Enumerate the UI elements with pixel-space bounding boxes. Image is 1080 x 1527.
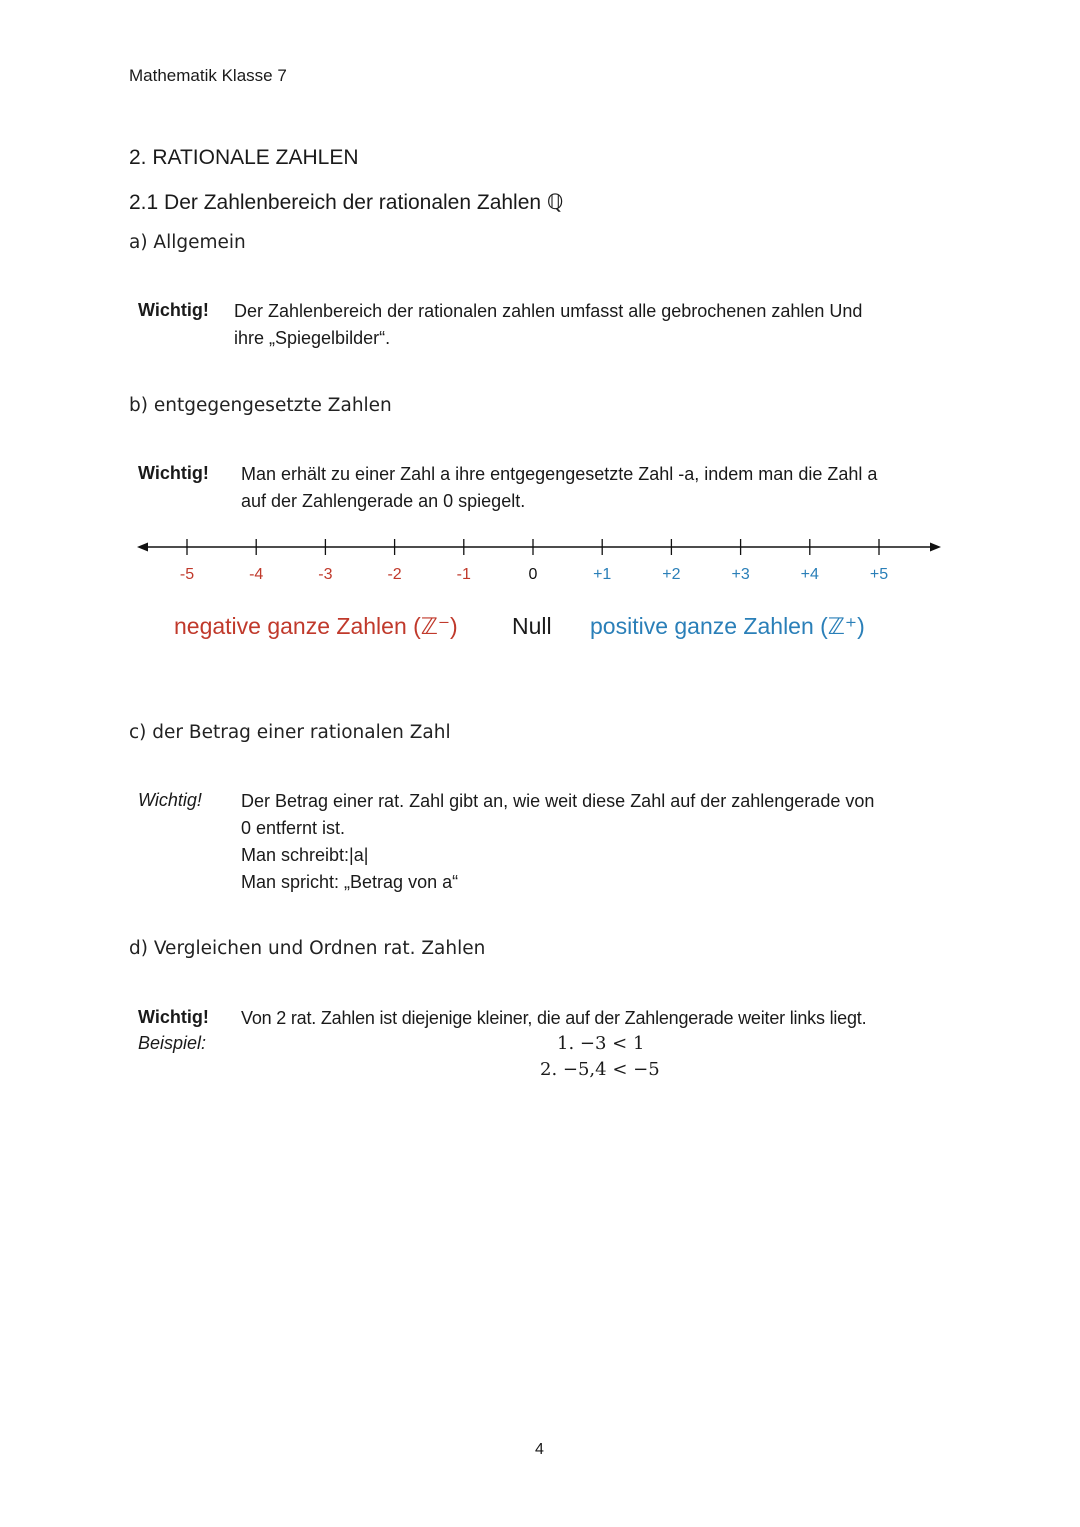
subsection-c-title: c) der Betrag einer rationalen Zahl [129,722,451,743]
subsection-a-title: a) Allgemein [129,232,246,253]
example-item: 1. −3 < 1 [557,1033,645,1054]
important-label-d: Wichtig! [138,1007,209,1027]
number-line-tick-label: -2 [387,566,402,583]
positive-integers-label: positive ganze Zahlen (ℤ⁺) [590,613,865,639]
number-line-tick-label: -3 [318,566,333,583]
subsection-d-title: d) Vergleichen und Ordnen rat. Zahlen [129,938,486,959]
text-line: Der Zahlenbereich der rationalen zahlen umfasst alle gebrochenen zahlen Und [234,301,863,321]
text-line: Man spricht: „Betrag von a“ [241,872,459,892]
text-line: Der Betrag einer rat. Zahl gibt an, wie weit diese Zahl auf der zahlengerade von [241,791,875,811]
text-line: auf der Zahlengerade an 0 spiegelt. [241,491,526,511]
important-label-a: Wichtig! [138,300,209,320]
number-line-tick-label: +2 [662,566,681,583]
number-line [0,530,1080,600]
text-line: Man schreibt:|a| [241,845,369,865]
important-label-b: Wichtig! [138,463,209,483]
negative-integers-label: negative ganze Zahlen (ℤ⁻) [174,613,458,639]
number-line-tick-label: +5 [869,566,889,583]
page-header: Mathematik Klasse 7 [129,66,287,85]
section-title: 2.1 Der Zahlenbereich der rationalen Zahlen ℚ [129,191,564,214]
zero-label: Null [512,613,552,639]
text-line: 0 entfernt ist. [241,818,346,838]
important-text-a [234,298,964,352]
important-label-c: Wichtig! [138,790,202,810]
chapter-title: 2. RATIONALE ZAHLEN [129,146,359,169]
text-line: ihre „Spiegelbilder“. [234,328,391,348]
subsection-b-title: b) entgegengesetzte Zahlen [129,395,392,416]
number-line-tick-label: -1 [456,566,471,583]
page-number: 4 [535,1441,544,1458]
number-line-tick-label: -4 [249,566,264,583]
number-line-tick-label: +3 [731,566,750,583]
number-line-left-arrow [137,543,148,552]
number-line-tick-label: +4 [800,566,819,583]
number-line-tick-label: 0 [528,566,538,583]
important-text-c [241,788,971,896]
number-line-right-arrow [930,543,941,552]
text-line: Man erhält zu einer Zahl a ihre entgegengesetzte Zahl -a, indem man die Zahl a [241,464,878,484]
important-text-d: Von 2 rat. Zahlen ist diejenige kleiner, die auf der Zahlengerade weiter links liegt. [241,1008,867,1028]
number-line-tick-label: -5 [179,566,195,583]
important-text-b [241,461,961,515]
example-label: Beispiel: [138,1033,207,1053]
number-line-tick-label: +1 [593,566,612,583]
example-item: 2. −5,4 < −5 [540,1059,660,1080]
